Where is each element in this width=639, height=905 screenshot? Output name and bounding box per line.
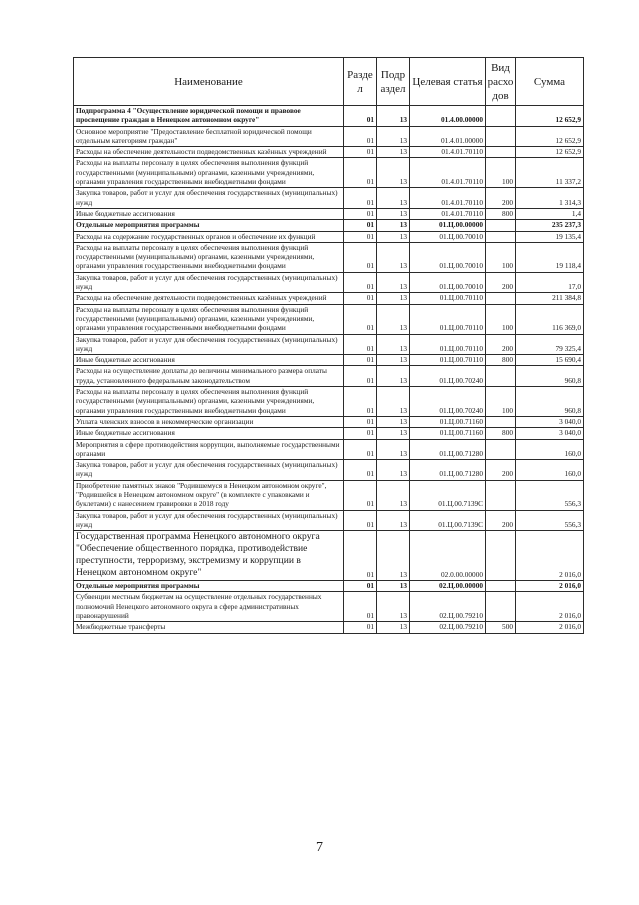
table-row xyxy=(74,592,584,622)
row-subsection: 13 xyxy=(377,106,410,127)
row-expense-kind xyxy=(486,126,516,147)
row-amount: 116 369,0 xyxy=(516,304,584,334)
table-row xyxy=(74,510,584,531)
row-target-article: 02.Ц.00.79210 xyxy=(410,622,486,633)
row-section: 01 xyxy=(344,581,377,592)
row-name: Иные бюджетные ассигнования xyxy=(74,428,344,439)
table-row xyxy=(74,304,584,334)
row-target-article: 01.4.01.70110 xyxy=(410,158,486,188)
row-amount: 556,3 xyxy=(516,480,584,510)
row-amount: 235 237,3 xyxy=(516,220,584,231)
row-expense-kind: 800 xyxy=(486,355,516,366)
table-row xyxy=(74,581,584,592)
row-amount: 79 325,4 xyxy=(516,334,584,355)
table-row xyxy=(74,387,584,417)
table-row xyxy=(74,220,584,231)
row-expense-kind xyxy=(486,592,516,622)
row-subsection: 13 xyxy=(377,460,410,481)
row-section: 01 xyxy=(344,158,377,188)
row-amount: 19 135,4 xyxy=(516,231,584,242)
row-target-article: 01.Ц.00.00000 xyxy=(410,220,486,231)
row-amount: 960,8 xyxy=(516,387,584,417)
row-name: Расходы на выплаты персоналу в целях обеспечения выполнения функций государственными (муниципальными) органами, казенными учреждениями, органами управления государственными внебюджетными фондами xyxy=(74,387,344,417)
header-target-article: Целевая статья xyxy=(410,58,486,106)
row-subsection: 13 xyxy=(377,208,410,219)
row-name: Расходы на обеспечение деятельности подведомственных казённых учреждений xyxy=(74,293,344,304)
row-expense-kind: 200 xyxy=(486,510,516,531)
header-expense-kind: Вид расхо дов xyxy=(486,58,516,106)
row-target-article: 01.Ц.00.71160 xyxy=(410,416,486,427)
row-amount: 12 652,9 xyxy=(516,147,584,158)
row-name: Расходы на выплаты персоналу в целях обеспечения выполнения функций государственными (муниципальными) органами, казенными учреждениями, органами управления государственными внебюджетными фондами xyxy=(74,304,344,334)
row-target-article: 01.Ц.00.71280 xyxy=(410,439,486,460)
row-section: 01 xyxy=(344,208,377,219)
row-amount: 19 118,4 xyxy=(516,242,584,272)
table-row xyxy=(74,460,584,481)
row-target-article: 01.4.01.00000 xyxy=(410,126,486,147)
row-amount: 15 690,4 xyxy=(516,355,584,366)
row-name: Расходы на выплаты персоналу в целях обеспечения выполнения функций государственными (муниципальными) органами, казенными учреждениями, органами управления государственными внебюджетными фондами xyxy=(74,158,344,188)
table-row xyxy=(74,366,584,387)
row-amount: 2 016,0 xyxy=(516,622,584,633)
row-subsection: 13 xyxy=(377,531,410,581)
row-name: Расходы на выплаты персоналу в целях обеспечения выполнения функций государственными (муниципальными) органами, казенными учреждениями, органами управления государственными внебюджетными фондами xyxy=(74,242,344,272)
row-name: Закупка товаров, работ и услуг для обеспечения государственных (муниципальных) нужд xyxy=(74,334,344,355)
row-subsection: 13 xyxy=(377,355,410,366)
row-subsection: 13 xyxy=(377,293,410,304)
row-section: 01 xyxy=(344,126,377,147)
row-name: Подпрограмма 4 "Осуществление юридической помощи и правовое просвещение граждан в Ненецком автономном округе" xyxy=(74,106,344,127)
table-row xyxy=(74,480,584,510)
header-amount: Сумма xyxy=(516,58,584,106)
table-row xyxy=(74,428,584,439)
row-target-article: 01.Ц.00.71280 xyxy=(410,460,486,481)
row-amount: 160,0 xyxy=(516,460,584,481)
table-row xyxy=(74,334,584,355)
row-expense-kind xyxy=(486,439,516,460)
table-row xyxy=(74,622,584,633)
row-name: Отдельные мероприятия программы xyxy=(74,581,344,592)
table-row xyxy=(74,355,584,366)
row-expense-kind: 200 xyxy=(486,334,516,355)
row-amount: 2 016,0 xyxy=(516,531,584,581)
row-subsection: 13 xyxy=(377,220,410,231)
table-row xyxy=(74,188,584,209)
row-section: 01 xyxy=(344,304,377,334)
header-name: Наименование xyxy=(74,58,344,106)
table-row xyxy=(74,531,584,581)
row-name: Межбюджетные трансферты xyxy=(74,622,344,633)
row-name: Мероприятия в сфере противодействия коррупции, выполняемые государственными органами xyxy=(74,439,344,460)
row-subsection: 13 xyxy=(377,592,410,622)
row-section: 01 xyxy=(344,355,377,366)
row-name: Закупка товаров, работ и услуг для обеспечения государственных (муниципальных) нужд xyxy=(74,272,344,293)
row-subsection: 13 xyxy=(377,387,410,417)
row-name: Приобретение памятных знаков "Родившемуся в Ненецком автономном округе", "Родившейся в Ненецком автономном округе" (в комплекте с упаковками и буклетами) с нанесением гравировки в 2018 году xyxy=(74,480,344,510)
table-row xyxy=(74,126,584,147)
row-target-article: 02.Ц.00.79210 xyxy=(410,592,486,622)
row-name: Отдельные мероприятия программы xyxy=(74,220,344,231)
row-target-article: 01.Ц.00.70010 xyxy=(410,272,486,293)
row-section: 01 xyxy=(344,428,377,439)
row-expense-kind: 800 xyxy=(486,208,516,219)
row-subsection: 13 xyxy=(377,242,410,272)
row-subsection: 13 xyxy=(377,126,410,147)
row-target-article: 01.Ц.00.70010 xyxy=(410,242,486,272)
row-subsection: 13 xyxy=(377,622,410,633)
table-row xyxy=(74,439,584,460)
row-section: 01 xyxy=(344,531,377,581)
row-amount: 160,0 xyxy=(516,439,584,460)
table-row xyxy=(74,242,584,272)
row-target-article: 01.4.01.70110 xyxy=(410,188,486,209)
row-section: 01 xyxy=(344,242,377,272)
row-section: 01 xyxy=(344,293,377,304)
row-section: 01 xyxy=(344,272,377,293)
row-subsection: 13 xyxy=(377,366,410,387)
header-section: Разде л xyxy=(344,58,377,106)
row-name: Расходы на осуществление доплаты до величины минимального размера оплаты труда, установленного федеральным законодательством xyxy=(74,366,344,387)
row-subsection: 13 xyxy=(377,480,410,510)
row-target-article: 01.Ц.00.7139С xyxy=(410,510,486,531)
row-target-article: 01.4.00.00000 xyxy=(410,106,486,127)
row-section: 01 xyxy=(344,439,377,460)
row-subsection: 13 xyxy=(377,439,410,460)
row-amount: 17,0 xyxy=(516,272,584,293)
row-expense-kind: 500 xyxy=(486,622,516,633)
row-amount: 12 652,9 xyxy=(516,106,584,127)
row-target-article: 01.Ц.00.70110 xyxy=(410,355,486,366)
row-name: Закупка товаров, работ и услуг для обеспечения государственных (муниципальных) нужд xyxy=(74,460,344,481)
table-row xyxy=(74,231,584,242)
row-expense-kind xyxy=(486,231,516,242)
row-section: 01 xyxy=(344,592,377,622)
row-target-article: 02.Ц.00.00000 xyxy=(410,581,486,592)
row-subsection: 13 xyxy=(377,147,410,158)
row-subsection: 13 xyxy=(377,334,410,355)
row-amount: 1,4 xyxy=(516,208,584,219)
row-name: Уплата членских взносов в некоммерческие организации xyxy=(74,416,344,427)
row-section: 01 xyxy=(344,106,377,127)
row-target-article: 01.Ц.00.70240 xyxy=(410,366,486,387)
row-name: Расходы на содержание государственных органов и обеспечение их функций xyxy=(74,231,344,242)
budget-table xyxy=(73,57,584,634)
header-subsection: Подр аздел xyxy=(377,58,410,106)
row-expense-kind xyxy=(486,480,516,510)
row-section: 01 xyxy=(344,231,377,242)
budget-document xyxy=(73,57,583,634)
row-subsection: 13 xyxy=(377,510,410,531)
table-row xyxy=(74,106,584,127)
row-expense-kind xyxy=(486,106,516,127)
row-name: Расходы на обеспечение деятельности подведомственных казённых учреждений xyxy=(74,147,344,158)
table-body xyxy=(74,106,584,634)
row-target-article: 01.4.01.70110 xyxy=(410,208,486,219)
page-number: 7 xyxy=(316,840,323,855)
row-target-article: 01.Ц.00.71160 xyxy=(410,428,486,439)
row-section: 01 xyxy=(344,416,377,427)
row-expense-kind xyxy=(486,366,516,387)
row-target-article: 01.Ц.00.70010 xyxy=(410,231,486,242)
row-expense-kind: 100 xyxy=(486,158,516,188)
row-subsection: 13 xyxy=(377,188,410,209)
row-amount: 556,3 xyxy=(516,510,584,531)
row-target-article: 01.Ц.00.7139С xyxy=(410,480,486,510)
table-row xyxy=(74,147,584,158)
row-section: 01 xyxy=(344,220,377,231)
row-name: Субвенции местным бюджетам на осуществление отдельных государственных полномочий Ненецкого автономного округа в сфере административных правонарушений xyxy=(74,592,344,622)
row-subsection: 13 xyxy=(377,581,410,592)
row-subsection: 13 xyxy=(377,272,410,293)
row-section: 01 xyxy=(344,366,377,387)
row-expense-kind: 200 xyxy=(486,460,516,481)
row-subsection: 13 xyxy=(377,304,410,334)
row-section: 01 xyxy=(344,510,377,531)
row-expense-kind: 100 xyxy=(486,304,516,334)
row-amount: 12 652,9 xyxy=(516,126,584,147)
row-amount: 2 016,0 xyxy=(516,592,584,622)
table-row xyxy=(74,293,584,304)
table-row xyxy=(74,272,584,293)
table-row xyxy=(74,208,584,219)
row-amount: 3 040,0 xyxy=(516,428,584,439)
row-subsection: 13 xyxy=(377,416,410,427)
row-subsection: 13 xyxy=(377,428,410,439)
row-amount: 11 337,2 xyxy=(516,158,584,188)
row-expense-kind: 200 xyxy=(486,188,516,209)
row-target-article: 01.Ц.00.70110 xyxy=(410,293,486,304)
row-expense-kind xyxy=(486,220,516,231)
row-expense-kind xyxy=(486,293,516,304)
table-row xyxy=(74,158,584,188)
row-target-article: 01.Ц.00.70110 xyxy=(410,334,486,355)
row-name: Государственная программа Ненецкого автономного округа "Обеспечение общественного порядка, противодействие преступности, терроризму, экстремизму и коррупции в Ненецком автономном округе" xyxy=(74,531,344,581)
row-subsection: 13 xyxy=(377,231,410,242)
row-expense-kind xyxy=(486,147,516,158)
row-amount: 960,8 xyxy=(516,366,584,387)
row-section: 01 xyxy=(344,334,377,355)
row-target-article: 02.0.00.00000 xyxy=(410,531,486,581)
row-name: Закупка товаров, работ и услуг для обеспечения государственных (муниципальных) нужд xyxy=(74,510,344,531)
row-target-article: 01.Ц.00.70240 xyxy=(410,387,486,417)
row-target-article: 01.Ц.00.70110 xyxy=(410,304,486,334)
row-section: 01 xyxy=(344,622,377,633)
row-section: 01 xyxy=(344,147,377,158)
row-amount: 3 040,0 xyxy=(516,416,584,427)
header-row xyxy=(74,58,584,106)
row-target-article: 01.4.01.70110 xyxy=(410,147,486,158)
row-section: 01 xyxy=(344,480,377,510)
row-amount: 1 314,3 xyxy=(516,188,584,209)
row-expense-kind xyxy=(486,581,516,592)
row-expense-kind: 800 xyxy=(486,428,516,439)
row-expense-kind: 100 xyxy=(486,242,516,272)
row-expense-kind xyxy=(486,416,516,427)
row-expense-kind: 100 xyxy=(486,387,516,417)
row-name: Иные бюджетные ассигнования xyxy=(74,208,344,219)
row-expense-kind xyxy=(486,531,516,581)
row-section: 01 xyxy=(344,460,377,481)
row-amount: 211 384,8 xyxy=(516,293,584,304)
row-name: Иные бюджетные ассигнования xyxy=(74,355,344,366)
row-subsection: 13 xyxy=(377,158,410,188)
row-section: 01 xyxy=(344,188,377,209)
row-name: Основное мероприятие "Предоставление бесплатной юридической помощи отдельным категориям граждан" xyxy=(74,126,344,147)
row-name: Закупка товаров, работ и услуг для обеспечения государственных (муниципальных) нужд xyxy=(74,188,344,209)
row-section: 01 xyxy=(344,387,377,417)
row-expense-kind: 200 xyxy=(486,272,516,293)
row-amount: 2 016,0 xyxy=(516,581,584,592)
table-row xyxy=(74,416,584,427)
